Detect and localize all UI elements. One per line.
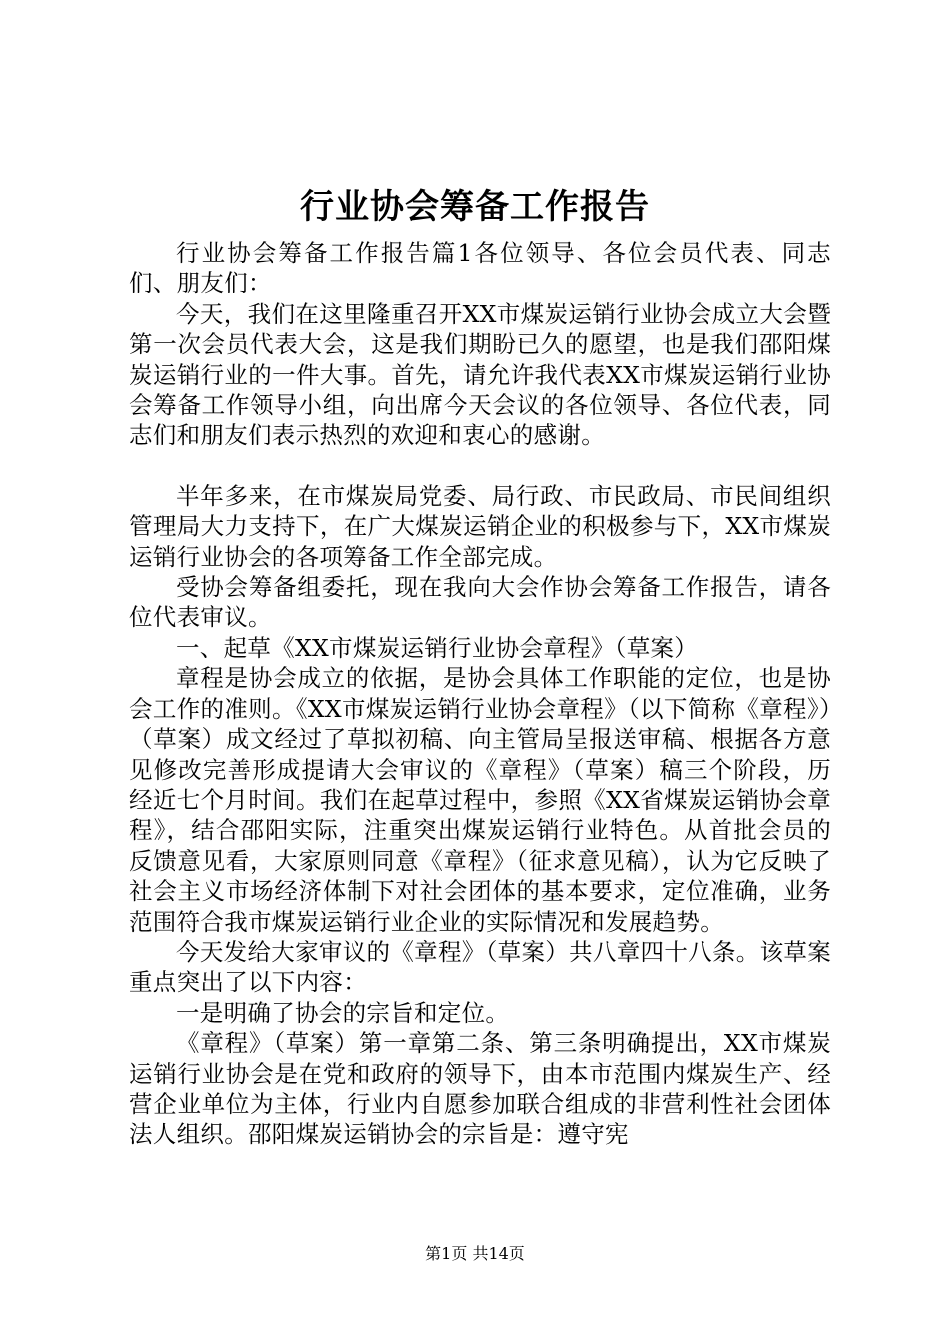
section-heading-1: 一、起草《XX市煤炭运销行业协会章程》（草案） xyxy=(176,633,699,662)
document-title: 行业协会筹备工作报告 xyxy=(300,187,650,227)
paragraph-greeting: 行业协会筹备工作报告篇1各位领导、各位会员代表、同志们、朋友们： xyxy=(129,239,831,298)
paragraph-charter-process: 章程是协会成立的依据，是协会具体工作职能的定位，也是协会工作的准则。《XX市煤炭运销行业协会章程》（以下简称《章程》）（草案）成文经过了草拟初稿、向主管局呈报送审稿、根据各方意见修改完善形成提请大会审议的《章程》（草案）稿三个阶段，历经近七个月时间。我们在起草过程中，参照《XX省煤炭运销协会章程》，结合邵阳实际，注重突出煤炭运销行业特色。从首批会员的反馈意见看，大家原则同意《章程》（征求意见稿），认为它反映了社会主义市场经济体制下对社会团体的基本要求，定位准确，业务范围符合我市煤炭运销行业企业的实际情况和发展趋势。 xyxy=(129,664,831,936)
paragraph-purpose: 《章程》（草案）第一章第二条、第三条明确提出，XX市煤炭运销行业协会是在党和政府的领导下，由本市范围内煤炭生产、经营企业单位为主体，行业内自愿参加联合组成的非营利性社会团体法人组织。邵阳煤炭运销协会的宗旨是：遵守宪 xyxy=(129,1029,831,1149)
paragraph-charter-summary: 今天发给大家审议的《章程》（草案）共八章四十八条。该草案重点突出了以下内容： xyxy=(129,937,831,997)
paragraph-opening: 今天，我们在这里隆重召开XX市煤炭运销行业协会成立大会暨第一次会员代表大会，这是我们期盼已久的愿望，也是我们邵阳煤炭运销行业的一件大事。首先，请允许我代表XX市煤炭运销行业协会筹备工作领导小组，向出席今天会议的各位领导、各位代表，同志们和朋友们表示热烈的欢迎和衷心的感谢。 xyxy=(129,299,831,450)
document-body xyxy=(129,238,831,1150)
paragraph-point-1: 一是明确了协会的宗旨和定位。 xyxy=(176,998,510,1027)
paragraph-progress: 半年多来，在市煤炭局党委、局行政、市民政局、市民间组织管理局大力支持下，在广大煤炭运销企业的积极参与下，XX市煤炭运销行业协会的各项筹备工作全部完成。 xyxy=(129,481,831,571)
paragraph-report-intro: 受协会筹备组委托，现在我向大会作协会筹备工作报告，请各位代表审议。 xyxy=(129,573,831,632)
page-footer: 第1页 共14页 xyxy=(425,1244,525,1263)
